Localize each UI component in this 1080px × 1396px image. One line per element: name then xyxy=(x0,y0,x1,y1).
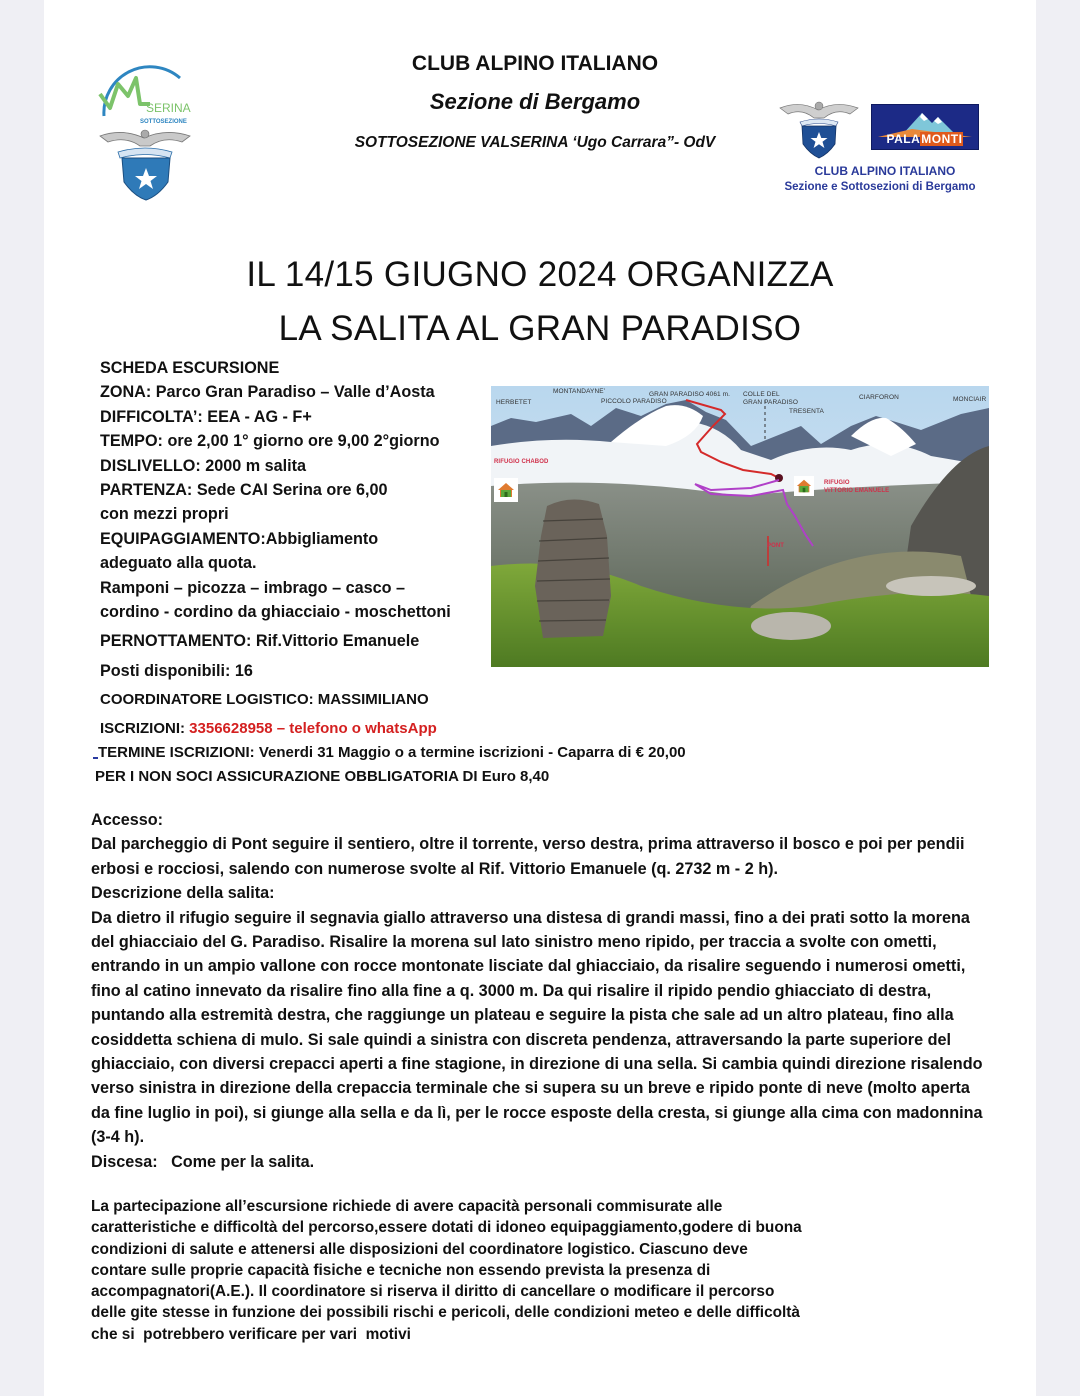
event-title-line1: IL 14/15 GIUGNO 2024 ORGANIZZA xyxy=(246,255,834,294)
difficolta: DIFFICOLTA’: EEA - AG - F+ xyxy=(100,407,312,426)
cai-eagle-logo xyxy=(778,96,860,160)
label-tresenta: TRESENTA xyxy=(789,408,824,415)
equipment-list: Ramponi – picozza – imbrago – casco – xyxy=(100,578,405,597)
equipaggiamento: EQUIPAGGIAMENTO:Abbigliamento xyxy=(100,529,379,548)
label-ciarforon: CIARFORON xyxy=(859,394,899,401)
label-piccolo-paradiso: PICCOLO PARADISO xyxy=(601,398,667,405)
section-name: Sezione di Bergamo xyxy=(429,89,641,114)
disclaimer-line: delle gite stesse in funzione dei possibili rischi e pericoli, delle condizioni meteo e delle difficoltà xyxy=(91,1304,800,1322)
assicurazione: PER I NON SOCI ASSICURAZIONE OBBLIGATORIA DI Euro 8,40 xyxy=(95,768,550,785)
discesa: Discesa: Come per la salita. xyxy=(91,1152,315,1171)
disclaimer-line: caratteristiche e difficoltà del percorso,essere dotati di idoneo equipaggiamento,godere di buona xyxy=(91,1219,802,1237)
svg-text:SOTTOSEZIONE: SOTTOSEZIONE xyxy=(140,119,187,125)
hut-icon-vittorio-emanuele xyxy=(794,476,814,496)
label-pont: PONT xyxy=(767,543,785,549)
valserina-logo-icon xyxy=(92,64,200,204)
subsection-name: SOTTOSEZIONE VALSERINA ‘Ugo Carrara”- OdV xyxy=(354,134,716,151)
hut-icon-chabod xyxy=(494,478,518,502)
event-title-line2: LA SALITA AL GRAN PARADISO xyxy=(278,309,802,348)
pernottamento: PERNOTTAMENTO: Rif.Vittorio Emanuele xyxy=(100,632,420,651)
label-rifugio-vittorio-2: VITTORIO EMANUELE xyxy=(824,488,890,494)
palamonti-logo xyxy=(871,104,979,150)
iscrizioni-phone[interactable]: 3356628958 – telefono o whatsApp xyxy=(189,719,437,737)
label-colle-1: COLLE DEL xyxy=(743,391,780,398)
excursion-card xyxy=(100,356,490,741)
tempo: TEMPO: ore 2,00 1° giorno ore 9,00 2°giorno xyxy=(100,432,440,451)
cai-label: CLUB ALPINO ITALIANO xyxy=(814,164,956,178)
gran-paradiso-route-photo xyxy=(491,386,989,667)
route-description xyxy=(91,808,991,1174)
svg-text:SERINA: SERINA xyxy=(146,101,191,115)
equipaggiamento-cont: adeguato alla quota. xyxy=(100,554,257,573)
disclaimer-line: che si potrebbero verificare per vari motivi xyxy=(91,1325,411,1343)
disclaimer-line: contare sulle proprie capacità fisiche e tecniche non essendo prevista la presenza di xyxy=(91,1261,711,1279)
salita-heading: Descrizione della salita: xyxy=(91,884,275,903)
palamonti-label: PALAMONTI xyxy=(886,132,963,146)
label-monciair: MONCIAIR xyxy=(953,396,987,403)
disclaimer xyxy=(91,1196,961,1345)
mountain-photo-illustration xyxy=(491,386,989,667)
iscrizioni xyxy=(100,717,490,741)
equipment-list-cont: cordino - cordino da ghiacciaio - moschettoni xyxy=(100,603,451,622)
label-gran-paradiso: GRAN PARADISO 4061 m. xyxy=(649,391,731,398)
label-colle-2: GRAN PARADISO xyxy=(743,399,798,406)
cai-shield-icon xyxy=(778,96,860,160)
org-name: CLUB ALPINO ITALIANO xyxy=(411,52,659,75)
posti-disponibili: Posti disponibili: 16 xyxy=(100,661,253,680)
label-montandayne: MONTANDAYNE’ xyxy=(553,388,606,395)
label-rifugio-chabod: RIFUGIO CHABOD xyxy=(494,459,549,465)
accesso-text: Dal parcheggio di Pont seguire il sentiero, oltre il torrente, verso destra, prima attraverso il bosco e poi per pendii erbosi e rocciosi, salendo con numerose svolte al Rif. Vittorio Emanuele (q. 2732 m - 2 h). xyxy=(91,835,965,878)
label-rifugio-vittorio-1: RIFUGIO xyxy=(824,480,850,486)
partenza-cont: con mezzi propri xyxy=(100,505,229,524)
termine-text: TERMINE ISCRIZIONI: Venerdi 31 Maggio o a termine iscrizioni - Caparra di € 20,00 xyxy=(98,744,686,761)
partenza: PARTENZA: Sede CAI Serina ore 6,00 xyxy=(100,481,388,500)
salita-text: Da dietro il rifugio seguire il segnavia giallo attraverso una distesa di grandi massi, fino a dei prati sotto la morena del ghiacciaio del G. Paradiso. Risalire la morena sul lato sinistro meno ripido, per traccia a svolte con ometti, entrando in un ampio vallone con rocce montonate lisciate dal ghiacciaio, da risalire seguendo i numerosi ometti, fino al catino innevato da risalire fino alla fine a q. 3000 m. Da qui risalire il ripido pendio ghiacciato di destra, puntando alla estremità destra, che raggiunge un plateau e seguire la pista che sale ad un altro plateau, fino alla cosiddetta schiena di mulo. Si sale quindi a sinistra con discreta pendenza, attraversando la parte superiore del ghiacciaio, con diversi crepacci aperti a fine stagione, in direzione di una sella. Si cambia quindi direzione risalendo verso sinistra in direzione della crepaccia terminale che si supera su un breve e ripido ponte di neve (molto aperta da fine luglio in poi), si giunge alla sella e da lì, per le rocce esposte della cresta, si giunge alla cima con madonnina (3-4 h). xyxy=(91,908,983,1147)
disclaimer-line: La partecipazione all’escursione richiede di avere capacità personali commisurate alle xyxy=(91,1198,723,1215)
zona: ZONA: Parco Gran Paradiso – Valle d’Aosta xyxy=(100,383,435,402)
valserina-logo xyxy=(92,64,200,204)
card-heading: SCHEDA ESCURSIONE xyxy=(100,359,280,377)
termine-iscrizioni xyxy=(93,741,686,789)
disclaimer-line: accompagnatori(A.E.). Il coordinatore si riserva il diritto di cancellare o modificare il percorso xyxy=(91,1283,775,1301)
accesso-heading: Accesso: xyxy=(91,811,163,829)
dislivello: DISLIVELLO: 2000 m salita xyxy=(100,456,307,475)
cai-sections-label: Sezione e Sottosezioni di Bergamo xyxy=(784,181,976,193)
iscrizioni-label: ISCRIZIONI: xyxy=(100,719,190,737)
coordinatore: COORDINATORE LOGISTICO: MASSIMILIANO xyxy=(100,691,429,709)
label-herbetet: HERBETET xyxy=(496,399,532,406)
disclaimer-line: condizioni di salute e attenersi alle disposizioni del coordinatore logistico. Ciascuno deve xyxy=(91,1240,748,1258)
